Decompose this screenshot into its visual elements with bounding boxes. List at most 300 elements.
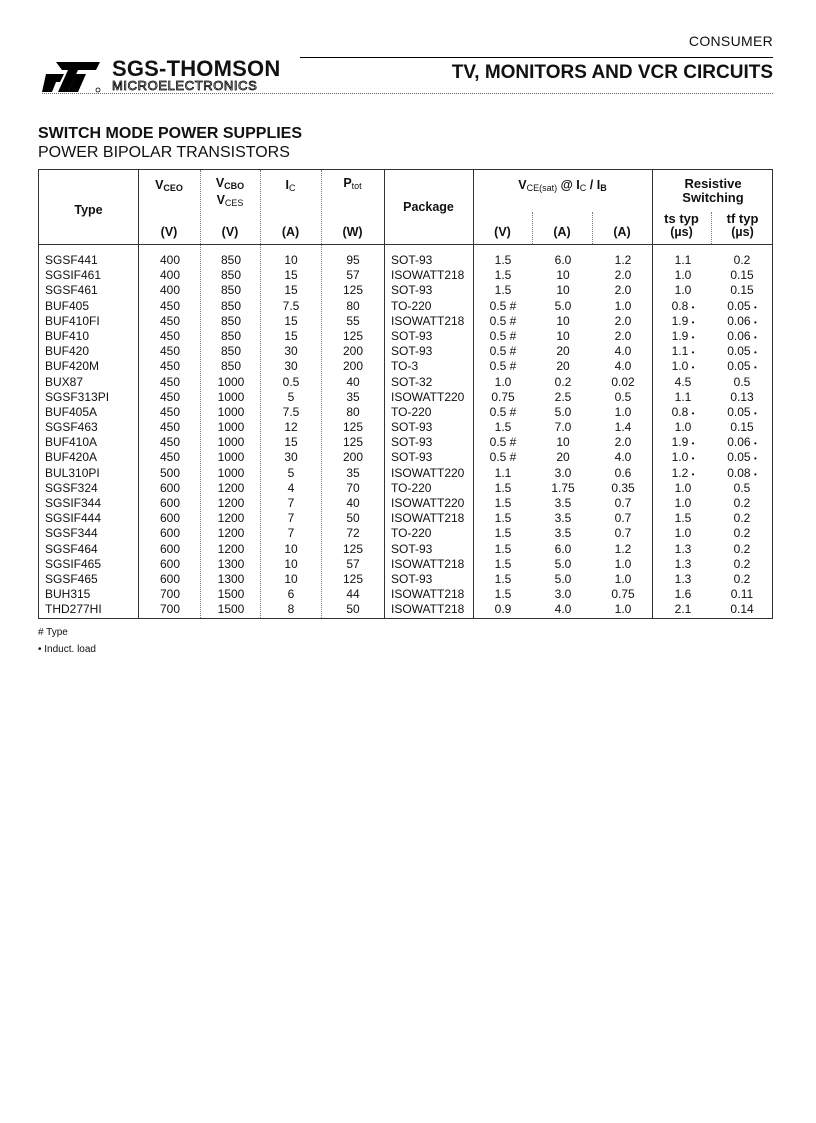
cell-tf: 0.2	[733, 556, 751, 571]
cell-ts: 1.0	[674, 420, 692, 435]
cell-ica: 20	[556, 359, 570, 374]
cell-tf: 0.05 •	[727, 450, 757, 465]
footnote-induct: • Induct. load	[38, 644, 96, 655]
cell-ic: 15	[284, 328, 298, 343]
unit-ptot: (W)	[342, 225, 363, 239]
brand-subtitle: MICROELECTRONICS	[112, 78, 258, 93]
cell-ts: 1.0	[674, 496, 692, 510]
induct-marker: •	[691, 363, 695, 373]
cell-vcbo: 1000	[217, 450, 245, 465]
cell-vce: 1.1	[494, 465, 512, 480]
cell-ic: 15	[284, 435, 298, 450]
cell-ts: 2.1	[674, 602, 692, 617]
cell-vceo: 450	[159, 328, 181, 343]
table-row	[39, 299, 772, 314]
cell-type: BUF410FI	[45, 313, 100, 328]
cell-type: BUF420	[45, 344, 90, 359]
cell-tf: 0.2	[733, 511, 751, 526]
cell-ts: 1.2 •	[671, 465, 695, 480]
cell-ib: 2.0	[614, 435, 632, 450]
table-row	[39, 481, 772, 496]
cell-vce: 0.5 #	[489, 344, 517, 359]
cell-vcbo: 1500	[217, 587, 245, 602]
cell-vceo: 500	[159, 465, 181, 480]
cell-tf: 0.14	[730, 602, 754, 617]
cell-ts: 1.0 •	[671, 359, 695, 374]
table-row	[39, 283, 772, 298]
st-logo-icon	[42, 58, 104, 94]
cell-ic: 10	[284, 571, 298, 586]
cell-pkg: ISOWATT218	[391, 587, 465, 602]
cell-type: BUH315	[45, 587, 91, 602]
cell-pkg: ISOWATT218	[391, 313, 465, 328]
cell-pkg: SOT-93	[391, 571, 433, 586]
cell-ptot: 125	[342, 420, 364, 435]
cell-ptot: 200	[342, 359, 364, 374]
cell-vceo: 600	[159, 511, 181, 526]
cell-ib: 0.7	[614, 496, 632, 510]
cell-ts: 4.5	[674, 374, 692, 389]
cell-ic: 10	[284, 253, 298, 267]
cell-vceo: 600	[159, 526, 181, 541]
cell-type: SGSF465	[45, 571, 98, 586]
cell-type: BUF405	[45, 298, 90, 313]
cell-type: SGSIF344	[45, 496, 102, 510]
cell-ts: 1.0	[674, 283, 692, 298]
cell-ib: 4.0	[614, 359, 632, 374]
unit-ts: (µs)	[670, 225, 693, 239]
cell-ts: 0.8 •	[671, 298, 695, 313]
cell-ptot: 35	[346, 465, 360, 480]
cell-ptot: 125	[342, 328, 364, 343]
section-title: SWITCH MODE POWER SUPPLIES	[38, 125, 303, 142]
cell-ica: 3.5	[554, 526, 572, 541]
cell-vceo: 600	[159, 541, 181, 556]
cell-ib: 1.2	[614, 253, 632, 267]
cell-vce: 1.5	[494, 253, 512, 267]
cell-vcbo: 1200	[217, 541, 245, 556]
cell-vcbo: 1000	[217, 389, 245, 404]
induct-marker: •	[691, 317, 695, 327]
cell-tf: 0.06 •	[727, 328, 757, 343]
cell-vce: 0.5 #	[489, 359, 517, 374]
table-row	[39, 602, 772, 617]
cell-tf: 0.05 •	[727, 298, 757, 313]
cell-type: SGSF313PI	[45, 389, 110, 404]
cell-ts: 1.1	[674, 389, 692, 404]
cell-vcbo: 1500	[217, 602, 245, 617]
cell-vceo: 450	[159, 404, 181, 419]
cell-type: SGSIF465	[45, 556, 102, 571]
cell-vce: 0.5 #	[489, 404, 517, 419]
cell-ic: 5	[287, 389, 295, 404]
cell-tf: 0.15	[730, 420, 754, 435]
cell-ptot: 35	[346, 389, 360, 404]
cell-ica: 10	[556, 283, 570, 298]
cell-ic: 15	[284, 283, 298, 298]
cell-ts: 1.9 •	[671, 435, 695, 450]
cell-vcbo: 850	[220, 328, 242, 343]
induct-marker: •	[753, 317, 757, 327]
cell-type: BUF420M	[45, 359, 100, 374]
cell-vceo: 450	[159, 435, 181, 450]
cell-ib: 0.75	[611, 587, 635, 602]
cell-vcbo: 850	[220, 253, 242, 267]
cell-ib: 1.0	[614, 602, 632, 617]
cell-ic: 4	[287, 480, 295, 495]
cell-ib: 0.7	[614, 511, 632, 526]
header-ts-typ: ts typ	[664, 211, 699, 226]
cell-vce: 0.75	[491, 389, 515, 404]
cell-tf: 0.05 •	[727, 344, 757, 359]
cell-vcbo: 850	[220, 344, 242, 359]
induct-marker: •	[691, 454, 695, 464]
header-ic: $I_C$	[285, 178, 296, 193]
cell-ib: 0.5	[614, 389, 632, 404]
table-row	[39, 511, 772, 526]
cell-tf: 0.08 •	[727, 465, 757, 480]
cell-vce: 1.5	[494, 587, 512, 602]
brand-name: SGS-THOMSON	[112, 56, 281, 81]
cell-ptot: 70	[346, 480, 360, 495]
cell-ica: 20	[556, 344, 570, 359]
cell-vce: 1.5	[494, 283, 512, 298]
cell-type: BUF405A	[45, 404, 98, 419]
table-row	[39, 359, 772, 374]
cell-vce: 0.5 #	[489, 435, 517, 450]
cell-ts: 1.0 •	[671, 450, 695, 465]
cell-ptot: 200	[342, 344, 364, 359]
table-row	[39, 390, 772, 405]
cell-ts: 1.0	[674, 480, 692, 495]
cell-ts: 1.0	[674, 526, 692, 541]
cell-ib: 1.4	[614, 420, 632, 435]
cell-vcbo: 1200	[217, 496, 245, 510]
cell-tf: 0.5	[733, 480, 751, 495]
cell-vceo: 600	[159, 480, 181, 495]
unit-ic: (A)	[281, 225, 300, 239]
cell-pkg: TO-220	[391, 404, 432, 419]
cell-ptot: 57	[346, 268, 360, 283]
cell-ica: 7.0	[554, 420, 572, 435]
cell-ib: 1.0	[614, 571, 632, 586]
cell-ib: 2.0	[614, 283, 632, 298]
unit-ib: (A)	[613, 225, 631, 239]
cell-ica: 6.0	[554, 541, 572, 556]
cell-tf: 0.2	[733, 541, 751, 556]
cell-tf: 0.05 •	[727, 404, 757, 419]
cell-vceo: 600	[159, 556, 181, 571]
cell-vceo: 400	[159, 253, 181, 267]
cell-vce: 1.5	[494, 541, 512, 556]
cell-vce: 1.5	[494, 526, 512, 541]
table-row	[39, 253, 772, 268]
category-label: CONSUMER	[688, 33, 773, 49]
cell-ic: 7	[287, 526, 295, 541]
cell-pkg: ISOWATT220	[391, 389, 465, 404]
cell-type: SGSIF444	[45, 511, 102, 526]
cell-ica: 10	[556, 313, 570, 328]
cell-vceo: 450	[159, 450, 181, 465]
cell-ptot: 72	[346, 526, 360, 541]
cell-tf: 0.2	[733, 253, 751, 267]
cell-vce: 1.0	[494, 374, 512, 389]
cell-pkg: ISOWATT220	[391, 496, 465, 510]
cell-pkg: SOT-93	[391, 328, 433, 343]
cell-vce: 1.5	[494, 480, 512, 495]
cell-ib: 1.0	[614, 404, 632, 419]
cell-vce: 0.5 #	[489, 313, 517, 328]
header-rule-bottom	[42, 93, 773, 94]
cell-ts: 1.3	[674, 571, 692, 586]
unit-tf: (µs)	[731, 225, 754, 239]
table-row	[39, 526, 772, 541]
cell-vce: 1.5	[494, 556, 512, 571]
induct-marker: •	[753, 454, 757, 464]
cell-ib: 2.0	[614, 328, 632, 343]
cell-ptot: 125	[342, 571, 364, 586]
cell-type: SGSF344	[45, 526, 98, 541]
unit-vce: (V)	[494, 225, 511, 239]
cell-ic: 6	[287, 587, 295, 602]
table-row	[39, 329, 772, 344]
cell-type: BUF410A	[45, 435, 98, 450]
cell-ib: 1.0	[614, 556, 632, 571]
cell-vcbo: 1300	[217, 571, 245, 586]
cell-ts: 0.8 •	[671, 404, 695, 419]
cell-vcbo: 1000	[217, 420, 245, 435]
cell-type: BUF420A	[45, 450, 98, 465]
header-tf-typ: tf typ	[726, 211, 759, 226]
cell-ica: 10	[556, 268, 570, 283]
induct-marker: •	[691, 408, 695, 418]
cell-vce: 1.5	[494, 420, 512, 435]
table-row	[39, 450, 772, 465]
cell-vcbo: 850	[220, 298, 242, 313]
cell-pkg: ISOWATT218	[391, 268, 465, 283]
header-vcesat: $V_{CE(sat)}$ @ $I_C / I_B$	[518, 178, 607, 193]
cell-vcbo: 1300	[217, 556, 245, 571]
cell-pkg: SOT-93	[391, 344, 433, 359]
cell-ic: 7	[287, 496, 295, 510]
cell-ica: 5.0	[554, 404, 572, 419]
cell-vceo: 450	[159, 313, 181, 328]
cell-vce: 1.5	[494, 496, 512, 510]
cell-ic: 30	[284, 359, 298, 374]
cell-type: SGSF463	[45, 420, 98, 435]
cell-vceo: 450	[159, 344, 181, 359]
cell-ic: 0.5	[282, 374, 300, 389]
cell-pkg: TO-220	[391, 526, 432, 541]
cell-vcbo: 1000	[217, 465, 245, 480]
cell-ts: 1.9 •	[671, 328, 695, 343]
cell-ib: 2.0	[614, 268, 632, 283]
cell-ptot: 50	[346, 511, 360, 526]
table-body	[39, 253, 772, 618]
cell-type: SGSF441	[45, 253, 98, 267]
cell-ib: 0.7	[614, 526, 632, 541]
induct-marker: •	[753, 332, 757, 342]
cell-ptot: 50	[346, 602, 360, 617]
cell-pkg: TO-220	[391, 298, 432, 313]
induct-marker: •	[753, 439, 757, 449]
cell-ica: 20	[556, 450, 570, 465]
header-type: Type	[74, 203, 103, 217]
cell-pkg: SOT-93	[391, 420, 433, 435]
cell-ts: 1.9 •	[671, 313, 695, 328]
header-divider	[39, 244, 772, 245]
induct-marker: •	[753, 348, 757, 358]
cell-ic: 30	[284, 344, 298, 359]
cell-pkg: SOT-93	[391, 541, 433, 556]
cell-ic: 7	[287, 511, 295, 526]
cell-ptot: 125	[342, 283, 364, 298]
cell-ptot: 125	[342, 541, 364, 556]
cell-ic: 15	[284, 268, 298, 283]
cell-ib: 4.0	[614, 344, 632, 359]
cell-ts: 1.3	[674, 556, 692, 571]
cell-type: BUF410	[45, 328, 90, 343]
induct-marker: •	[753, 469, 757, 479]
cell-tf: 0.5	[733, 374, 751, 389]
table-row	[39, 268, 772, 283]
cell-pkg: ISOWATT218	[391, 602, 465, 617]
cell-pkg: ISOWATT218	[391, 556, 465, 571]
cell-vceo: 700	[159, 587, 181, 602]
cell-pkg: SOT-93	[391, 435, 433, 450]
cell-ts: 1.6	[674, 587, 692, 602]
cell-ptot: 44	[346, 587, 360, 602]
cell-ica: 3.0	[554, 587, 572, 602]
table-row	[39, 314, 772, 329]
cell-ptot: 125	[342, 435, 364, 450]
cell-vceo: 450	[159, 389, 181, 404]
cell-ptot: 55	[346, 313, 360, 328]
cell-vce: 0.9	[494, 602, 512, 617]
transistor-table	[38, 169, 773, 619]
cell-ica: 3.5	[554, 511, 572, 526]
cell-vcbo: 1000	[217, 374, 245, 389]
cell-vcbo: 1200	[217, 511, 245, 526]
cell-vcbo: 1000	[217, 435, 245, 450]
cell-ts: 1.3	[674, 541, 692, 556]
table-row	[39, 344, 772, 359]
cell-vce: 1.5	[494, 511, 512, 526]
cell-vce: 1.5	[494, 571, 512, 586]
cell-pkg: SOT-32	[391, 374, 433, 389]
cell-ic: 10	[284, 556, 298, 571]
table-row	[39, 496, 772, 511]
cell-vceo: 700	[159, 602, 181, 617]
cell-tf: 0.15	[730, 268, 754, 283]
table-row	[39, 405, 772, 420]
cell-ts: 1.1 •	[671, 344, 695, 359]
cell-vcbo: 1000	[217, 404, 245, 419]
cell-ib: 2.0	[614, 313, 632, 328]
cell-vcbo: 1200	[217, 480, 245, 495]
table-row	[39, 420, 772, 435]
cell-ica: 1.75	[551, 480, 575, 495]
cell-ica: 5.0	[554, 571, 572, 586]
cell-ic: 15	[284, 313, 298, 328]
cell-ib: 0.02	[611, 374, 635, 389]
header-vcbo-vces: $V_{CBO}$ $V_{CES}$	[215, 176, 245, 208]
cell-vceo: 450	[159, 374, 181, 389]
cell-vceo: 400	[159, 283, 181, 298]
cell-vceo: 450	[159, 359, 181, 374]
cell-tf: 0.2	[733, 571, 751, 586]
cell-ptot: 40	[346, 496, 360, 510]
cell-ptot: 200	[342, 450, 364, 465]
induct-marker: •	[753, 408, 757, 418]
cell-vcbo: 850	[220, 359, 242, 374]
induct-marker: •	[753, 302, 757, 312]
header-vceo: $V_{CEO}$	[155, 178, 183, 193]
unit-vceo: (V)	[160, 225, 178, 239]
cell-ts: 1.0	[674, 268, 692, 283]
cell-vceo: 450	[159, 420, 181, 435]
table-row	[39, 587, 772, 602]
cell-type: THD277HI	[45, 602, 102, 617]
induct-marker: •	[691, 348, 695, 358]
header-package: Package	[403, 200, 454, 214]
cell-pkg: SOT-93	[391, 283, 433, 298]
table-row	[39, 542, 772, 557]
cell-vcbo: 850	[220, 313, 242, 328]
cell-vcbo: 850	[220, 283, 242, 298]
cell-vcbo: 850	[220, 268, 242, 283]
cell-ica: 5.0	[554, 298, 572, 313]
cell-ib: 4.0	[614, 450, 632, 465]
header-rule-top	[300, 57, 773, 58]
cell-ptot: 80	[346, 298, 360, 313]
cell-tf: 0.2	[733, 526, 751, 541]
cell-ica: 0.2	[554, 374, 572, 389]
document-title: TV, MONITORS AND VCR CIRCUITS	[451, 62, 773, 83]
cell-ib: 0.35	[611, 480, 635, 495]
cell-ic: 7.5	[282, 404, 300, 419]
induct-marker: •	[753, 363, 757, 373]
table-row	[39, 557, 772, 572]
cell-vceo: 600	[159, 496, 181, 510]
unit-vcbo: (V)	[221, 225, 239, 239]
header-ptot: $P_{tot}$	[343, 176, 362, 191]
cell-type: SGSF461	[45, 283, 98, 298]
cell-ptot: 40	[346, 374, 360, 389]
table-row	[39, 466, 772, 481]
unit-ic-a: (A)	[553, 225, 571, 239]
cell-tf: 0.06 •	[727, 313, 757, 328]
cell-vceo: 400	[159, 268, 181, 283]
cell-tf: 0.05 •	[727, 359, 757, 374]
cell-vce: 0.5 #	[489, 298, 517, 313]
cell-pkg: TO-3	[391, 359, 419, 374]
cell-pkg: TO-220	[391, 480, 432, 495]
induct-marker: •	[691, 302, 695, 312]
table-row	[39, 435, 772, 450]
cell-ic: 8	[287, 602, 295, 617]
cell-ica: 5.0	[554, 556, 572, 571]
cell-pkg: ISOWATT220	[391, 465, 465, 480]
cell-ic: 5	[287, 465, 295, 480]
cell-ib: 1.0	[614, 298, 632, 313]
header-resistive-switching: Resistive Switching	[682, 176, 744, 205]
cell-ib: 1.2	[614, 541, 632, 556]
cell-vce: 0.5 #	[489, 450, 517, 465]
induct-marker: •	[691, 332, 695, 342]
table-row	[39, 572, 772, 587]
cell-type: BUX87	[45, 374, 84, 389]
